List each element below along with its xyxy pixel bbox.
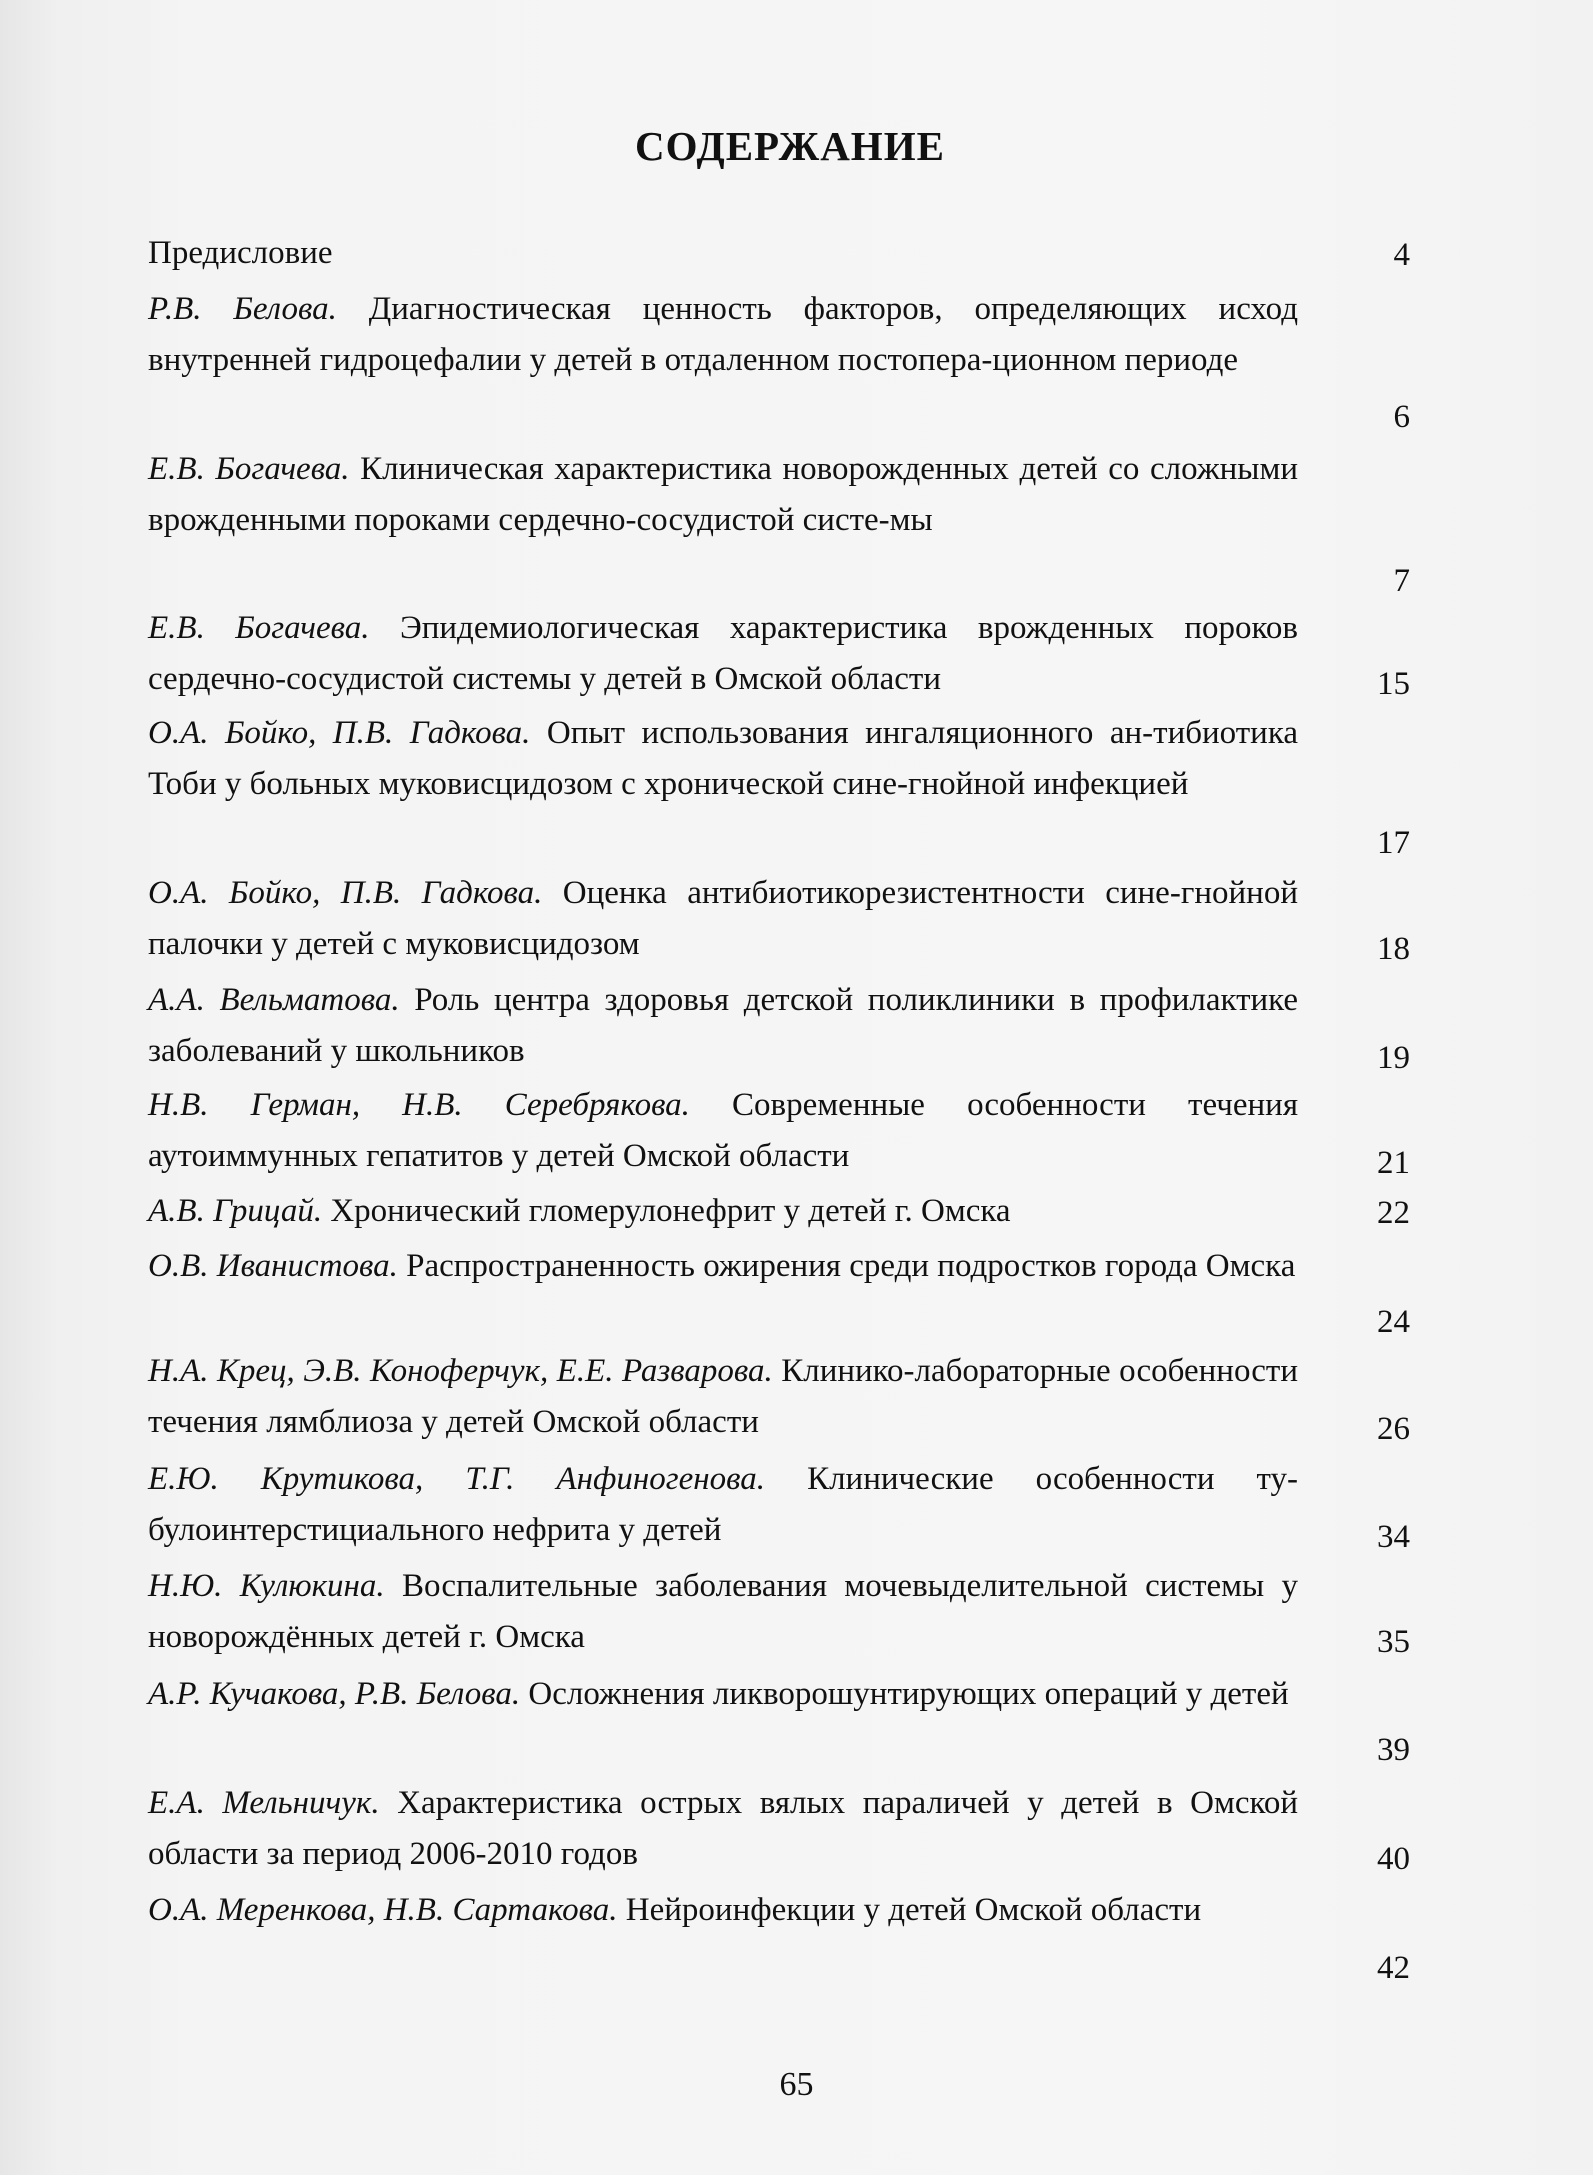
toc-entry-authors: О.А. Бойко, П.В. Гадкова. xyxy=(148,715,531,751)
toc-entry xyxy=(148,1669,1410,1768)
toc-entry-page: 39 xyxy=(1377,1732,1410,1768)
toc-entry xyxy=(148,1561,1410,1663)
toc-entry-authors: А.Р. Кучакова, Р.В. Белова. xyxy=(148,1676,521,1712)
toc-entry-text xyxy=(148,975,1298,1077)
toc-entry-authors: Е.В. Богачева. xyxy=(148,610,370,646)
toc-entry xyxy=(148,1241,1410,1340)
toc-entry-text xyxy=(148,1186,1298,1237)
toc-entry xyxy=(148,603,1410,705)
toc-entry xyxy=(148,1778,1410,1880)
toc-entry xyxy=(148,1346,1410,1448)
toc-entry-text xyxy=(148,284,1298,386)
toc-entry xyxy=(148,284,1410,435)
toc-entry xyxy=(148,1186,1410,1237)
toc-entry-authors: Н.В. Герман, Н.В. Серебрякова. xyxy=(148,1087,690,1123)
toc-entry-title: Нейроинфекции у детей Омской области xyxy=(625,1892,1202,1928)
toc-entry-page: 15 xyxy=(1377,666,1410,702)
toc-entry-authors: Е.А. Мельничук. xyxy=(148,1785,380,1821)
toc-entry-text xyxy=(148,1241,1298,1292)
toc-entry-authors: Е.В. Богачева. xyxy=(148,451,350,487)
toc-entry xyxy=(148,444,1410,599)
toc-entry-title: Современные особенности течения аутоиммунных гепатитов у детей Омской области xyxy=(148,1087,1299,1174)
toc-entry-authors: О.А. Бойко, П.В. Гадкова. xyxy=(148,875,543,911)
toc-entry xyxy=(148,1080,1410,1182)
page-title: СОДЕРЖАНИЕ xyxy=(635,123,945,169)
toc-entry-title: Клинико-лабораторные особенности течения лямблиоза у детей Омской области xyxy=(148,1353,1299,1440)
toc-entry-text xyxy=(148,1454,1298,1556)
toc-entry-authors: А.В. Грицай. xyxy=(148,1193,323,1229)
toc-entry-title: Роль центра здоровья детской поликлиники в профилактике заболеваний у школьников xyxy=(148,982,1299,1069)
toc-entry-page: 6 xyxy=(1393,399,1410,435)
toc-entry-page: 42 xyxy=(1377,1950,1410,1986)
toc-entry-text xyxy=(148,444,1298,546)
page-number: 65 xyxy=(779,2066,814,2103)
toc-entry-page: 17 xyxy=(1377,825,1410,861)
toc-entry-text xyxy=(148,1561,1298,1663)
toc-entry-text xyxy=(148,1669,1298,1720)
toc-entry xyxy=(148,975,1410,1077)
toc-entry-text xyxy=(148,1346,1298,1448)
toc-entry-page: 24 xyxy=(1377,1304,1410,1340)
toc-entry xyxy=(148,228,1410,279)
toc-entry-page: 40 xyxy=(1377,1841,1410,1877)
toc-entry-text xyxy=(148,228,1298,279)
toc-entry-text xyxy=(148,868,1298,970)
toc-entry-title: Предисловие xyxy=(148,235,333,271)
toc-entry-title: Клинические особенности ту-булоинтерстициального нефрита у детей xyxy=(148,1461,1299,1548)
toc-entry-title: Диагностическая ценность факторов, определяющих исход внутренней гидроцефалии у детей в отдаленном постопера-ционном периоде xyxy=(148,291,1299,378)
toc-entry-title: Хронический гломерулонефрит у детей г. Омска xyxy=(330,1193,1011,1229)
toc-entry-page: 21 xyxy=(1377,1145,1410,1181)
toc-entry-page: 22 xyxy=(1377,1195,1410,1231)
toc-entry-page: 26 xyxy=(1377,1411,1410,1447)
toc-entry-title: Оценка антибиотикорезистентности сине-гнойной палочки у детей с муковисцидозом xyxy=(148,875,1298,962)
toc-entry-page: 18 xyxy=(1377,931,1410,967)
toc-entry-title: Воспалительные заболевания мочевыделительной системы у новорождённых детей г. Омска xyxy=(148,1568,1298,1655)
toc-entry xyxy=(148,1454,1410,1556)
toc-entry-text xyxy=(148,708,1298,810)
toc-entry-title: Опыт использования ингаляционного ан-тибиотика Тоби у больных муковисцидозом с хронической сине-гнойной инфекцией xyxy=(148,715,1299,802)
toc-entry-text xyxy=(148,603,1298,705)
toc-entry-text xyxy=(148,1778,1298,1880)
toc-entry-title: Характеристика острых вялых параличей у детей в Омской области за период 2006-2010 годов xyxy=(148,1785,1298,1872)
toc-entry-page: 19 xyxy=(1377,1040,1410,1076)
toc-entry-page: 7 xyxy=(1393,563,1410,599)
toc-entry-title: Клиническая характеристика новорожденных детей со сложными врожденными пороками сердечно-сосудистой систе-мы xyxy=(148,451,1298,538)
toc-entry-authors: О.А. Меренкова, Н.В. Сартакова. xyxy=(148,1892,618,1928)
toc-entry-authors: Н.Ю. Кулюкина. xyxy=(148,1568,385,1604)
toc-entry-text xyxy=(148,1080,1298,1182)
toc-entry-title: Эпидемиологическая характеристика врожденных пороков сердечно-сосудистой системы у детей в Омской области xyxy=(148,610,1298,697)
toc-entry xyxy=(148,708,1410,861)
toc-entry-authors: О.В. Иванистова. xyxy=(148,1248,398,1284)
toc-entry-text xyxy=(148,1885,1298,1936)
toc-entry-authors: Р.В. Белова. xyxy=(148,291,337,327)
toc-entry xyxy=(148,1885,1410,1986)
toc-entry-page: 34 xyxy=(1377,1519,1410,1555)
toc-entry-authors: А.А. Вельматова. xyxy=(148,982,400,1018)
toc-entry xyxy=(148,868,1410,970)
toc-entry-authors: Е.Ю. Крутикова, Т.Г. Анфиногенова. xyxy=(148,1461,766,1497)
toc-entry-authors: Н.А. Крец, Э.В. Коноферчук, Е.Е. Разварова. xyxy=(148,1353,773,1389)
toc-entry-title: Осложнения ликворошунтирующих операций у детей xyxy=(528,1676,1289,1712)
toc-entry-page: 4 xyxy=(1393,237,1410,273)
toc-entry-title: Распространенность ожирения среди подростков города Омска xyxy=(406,1248,1296,1284)
toc-entry-page: 35 xyxy=(1377,1624,1410,1660)
